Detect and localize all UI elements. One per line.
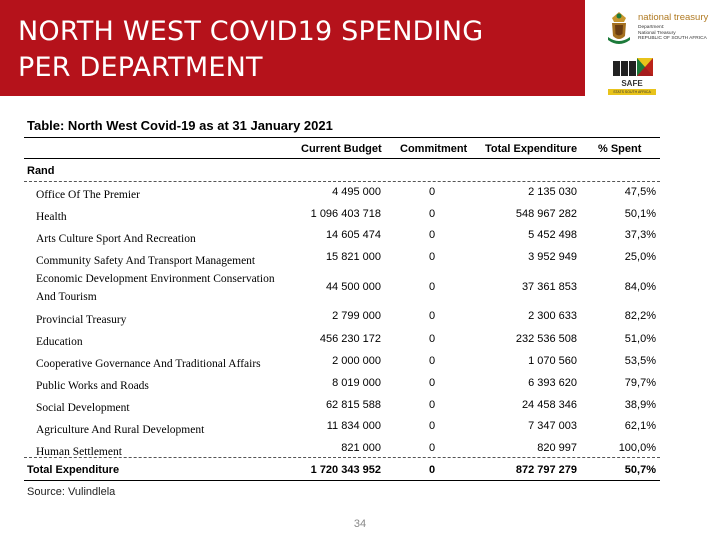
cell-expenditure: 232 536 508 <box>515 333 577 345</box>
cell-commitment: 0 <box>428 208 436 220</box>
nt-sub-name: National Treasury <box>638 30 676 36</box>
cell-budget: 44 500 000 <box>325 281 381 293</box>
cell-pct: 25,0% <box>624 251 656 263</box>
national-treasury-logo <box>604 10 716 48</box>
header-current-budget: Current Budget <box>301 143 382 155</box>
row-label-continued: And Tourism <box>36 291 97 303</box>
cell-expenditure: 5 452 498 <box>528 229 577 241</box>
total-pct: 50,7% <box>624 464 656 476</box>
row-label: Cooperative Governance And Traditional Affairs <box>36 358 261 370</box>
cell-commitment: 0 <box>428 399 436 411</box>
cell-commitment: 0 <box>428 377 436 389</box>
cell-budget: 821 000 <box>341 442 381 454</box>
cell-expenditure: 2 300 633 <box>528 310 577 322</box>
cell-pct: 37,3% <box>624 229 656 241</box>
header-pct-spent: % Spent <box>598 143 642 155</box>
cell-expenditure: 7 347 003 <box>528 420 577 432</box>
cell-pct: 47,5% <box>624 186 656 198</box>
row-label: Arts Culture Sport And Recreation <box>36 233 196 245</box>
cell-budget: 456 230 172 <box>319 333 381 345</box>
total-expenditure: 872 797 279 <box>515 464 577 476</box>
stats-sa-band-text: STATS SOUTH AFRICA <box>613 90 651 94</box>
header-commitment: Commitment <box>400 143 468 155</box>
cell-commitment: 0 <box>428 251 436 263</box>
cell-commitment: 0 <box>428 310 436 322</box>
cell-budget: 14 605 474 <box>325 229 381 241</box>
cell-expenditure: 1 070 560 <box>528 355 577 367</box>
nt-sub-dept: Department: <box>638 25 665 30</box>
row-label: Office Of The Premier <box>36 189 140 201</box>
total-dashed-rule <box>24 457 660 458</box>
cell-budget: 8 019 000 <box>332 377 381 389</box>
cell-commitment: 0 <box>428 186 436 198</box>
cell-budget: 11 834 000 <box>326 420 381 432</box>
cell-pct: 38,9% <box>624 399 656 411</box>
nt-sub-country: REPUBLIC OF SOUTH AFRICA <box>638 36 707 41</box>
slide-title-line1: NORTH WEST COVID19 SPENDING <box>18 16 484 47</box>
cell-budget: 2 799 000 <box>332 310 381 322</box>
cell-budget: 62 815 588 <box>325 399 381 411</box>
cell-pct: 84,0% <box>624 281 656 293</box>
row-label: Education <box>36 336 83 348</box>
cell-pct: 79,7% <box>624 377 656 389</box>
slide-title-line2: PER DEPARTMENT <box>18 52 263 83</box>
row-label: Health <box>36 211 67 223</box>
cell-commitment: 0 <box>428 281 436 293</box>
stats-sa-logo <box>608 58 656 96</box>
stats-sa-icon <box>613 58 653 78</box>
cell-budget: 2 000 000 <box>332 355 381 367</box>
cell-expenditure: 820 997 <box>537 442 577 454</box>
table-title: Table: North West Covid-19 as at 31 January 2021 <box>27 118 333 133</box>
cell-budget: 1 096 403 718 <box>310 208 381 220</box>
cell-budget: 4 495 000 <box>332 186 381 198</box>
cell-budget: 15 821 000 <box>325 251 381 263</box>
unit-label: Rand <box>27 165 55 177</box>
cell-pct: 50,1% <box>624 208 656 220</box>
cell-commitment: 0 <box>428 229 436 241</box>
coat-of-arms-icon <box>604 10 634 48</box>
header-rule <box>24 158 660 159</box>
stats-sa-band <box>608 89 656 95</box>
source-note: Source: Vulindlela <box>27 486 116 498</box>
cell-pct: 62,1% <box>624 420 656 432</box>
cell-commitment: 0 <box>428 333 436 345</box>
cell-expenditure: 2 135 030 <box>528 186 577 198</box>
table-bottom-rule <box>24 480 660 481</box>
total-budget: 1 720 343 952 <box>310 464 381 476</box>
cell-pct: 51,0% <box>624 333 656 345</box>
cell-expenditure: 3 952 949 <box>528 251 577 263</box>
cell-commitment: 0 <box>428 442 436 454</box>
cell-pct: 100,0% <box>618 442 656 454</box>
cell-pct: 82,2% <box>624 310 656 322</box>
row-label: Human Settlement <box>36 446 122 458</box>
cell-expenditure: 548 967 282 <box>515 208 577 220</box>
row-label: Public Works and Roads <box>36 380 149 392</box>
cell-expenditure: 6 393 620 <box>528 377 577 389</box>
header-total-expenditure: Total Expenditure <box>485 143 578 155</box>
row-label: Community Safety And Transport Management <box>36 255 256 267</box>
total-commitment: 0 <box>428 464 436 476</box>
cell-commitment: 0 <box>428 420 436 432</box>
national-treasury-name: national treasury <box>638 12 709 23</box>
cell-commitment: 0 <box>428 355 436 367</box>
cell-expenditure: 37 361 853 <box>521 281 577 293</box>
rand-dashed-rule <box>24 181 660 182</box>
title-bar <box>0 0 585 96</box>
row-label: Social Development <box>36 402 130 414</box>
page-number: 34 <box>353 518 367 530</box>
row-label: Agriculture And Rural Development <box>36 424 205 436</box>
total-label: Total Expenditure <box>27 464 120 476</box>
row-label: Provincial Treasury <box>36 314 127 326</box>
stats-safe-label: SAFE <box>621 79 643 88</box>
table-top-rule <box>24 137 660 138</box>
row-label: Economic Development Environment Conservation <box>36 273 275 285</box>
cell-pct: 53,5% <box>624 355 656 367</box>
cell-expenditure: 24 458 346 <box>521 399 577 411</box>
